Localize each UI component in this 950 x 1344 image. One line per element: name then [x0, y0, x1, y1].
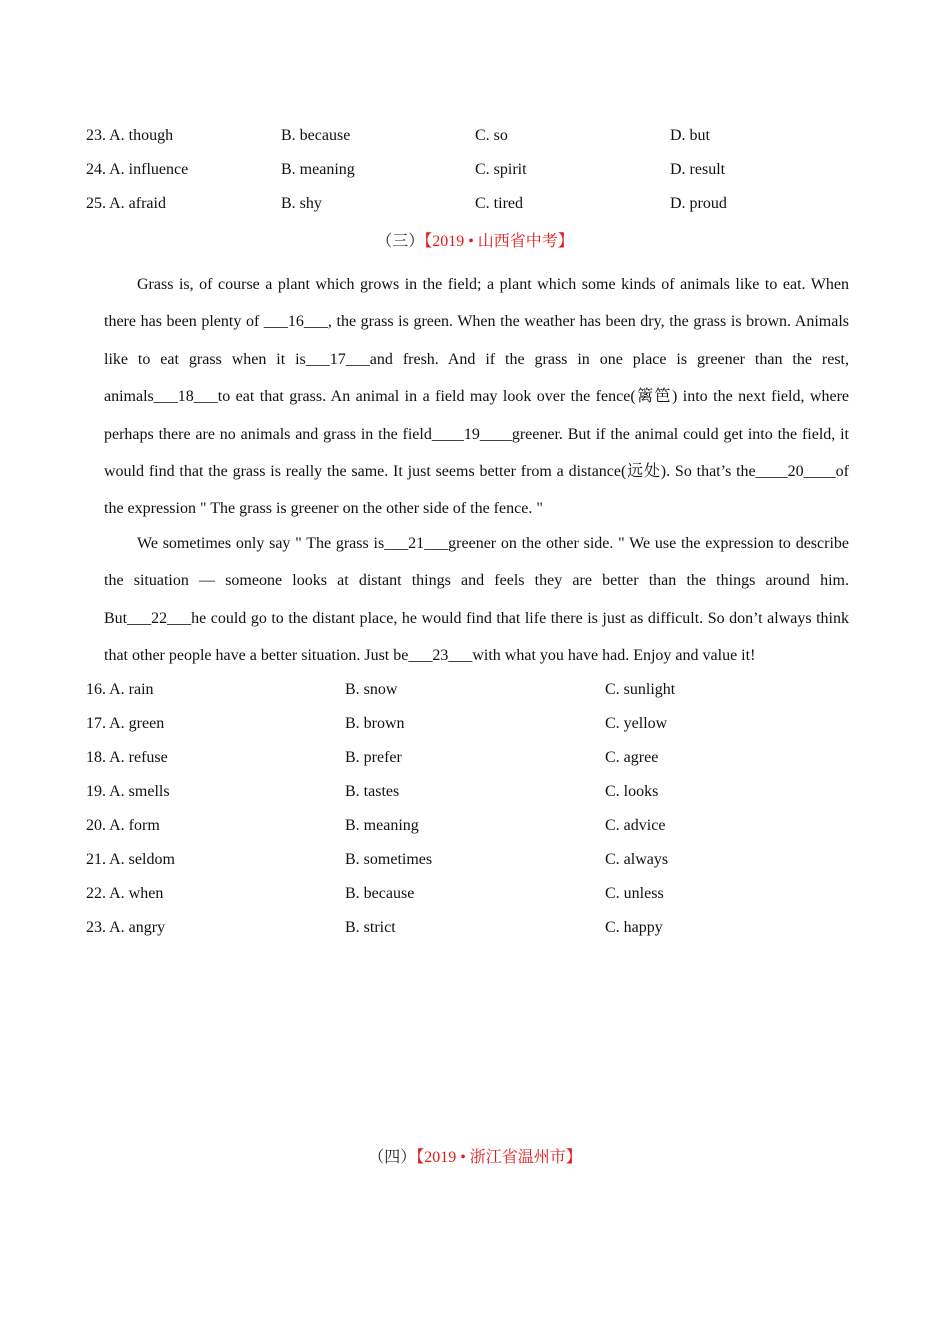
option-row	[0, 193, 950, 215]
option-b: B. strict	[345, 919, 396, 936]
option-c: C. tired	[475, 195, 523, 212]
option-a: 23. A. though	[86, 127, 174, 144]
option-d: D. proud	[670, 195, 727, 212]
option-a: 23. A. angry	[86, 919, 166, 936]
option-a: 21. A. seldom	[86, 851, 175, 868]
option-row	[0, 125, 950, 147]
option-b: B. prefer	[345, 749, 402, 766]
option-a: 24. A. influence	[86, 161, 189, 178]
option-a: 17. A. green	[86, 715, 165, 732]
option-c: C. unless	[605, 885, 664, 902]
option-c: C. looks	[605, 783, 659, 800]
option-c: C. advice	[605, 817, 666, 834]
section-number: （四）	[368, 1149, 417, 1166]
option-row	[0, 815, 950, 837]
option-a: 19. A. smells	[86, 783, 170, 800]
section-heading-4	[0, 1147, 950, 1169]
option-b: B. meaning	[345, 817, 419, 834]
passage-paragraph-1	[104, 266, 849, 528]
option-b: B. meaning	[281, 161, 355, 178]
option-row	[0, 917, 950, 939]
option-a: 18. A. refuse	[86, 749, 168, 766]
option-c: C. always	[605, 851, 669, 868]
section-heading-3	[0, 231, 950, 253]
option-row	[0, 159, 950, 181]
option-b: B. because	[345, 885, 415, 902]
section-number: （三）	[376, 233, 425, 250]
option-b: B. brown	[345, 715, 405, 732]
option-c: C. sunlight	[605, 681, 676, 698]
passage-text-2: We sometimes only say " The grass is___21___greener on the other side. " We use the expression to describe the situation — someone looks at distant things and feels they are better than the things around him. But___22___he could go to the distant place, he would find that life there is just as difficult. So don’t always think that other people have a better situation. Just be___23___with what you have had. Enjoy and value it!	[104, 535, 849, 665]
option-row	[0, 679, 950, 701]
option-a: 20. A. form	[86, 817, 160, 834]
option-b: B. shy	[281, 195, 322, 212]
option-row	[0, 781, 950, 803]
option-row	[0, 849, 950, 871]
option-row	[0, 883, 950, 905]
option-b: B. sometimes	[345, 851, 433, 868]
option-d: D. result	[670, 161, 726, 178]
section-source: 【2019 • 浙江省温州市】	[416, 1149, 582, 1166]
option-d: D. but	[670, 127, 710, 144]
option-a: 22. A. when	[86, 885, 164, 902]
option-b: B. tastes	[345, 783, 400, 800]
option-b: B. because	[281, 127, 351, 144]
option-c: C. yellow	[605, 715, 668, 732]
option-row	[0, 713, 950, 735]
option-b: B. snow	[345, 681, 398, 698]
option-c: C. spirit	[475, 161, 527, 178]
option-row	[0, 747, 950, 769]
passage-text-1: Grass is, of course a plant which grows in the field; a plant which some kinds of animals like to eat. When there has been plenty of ___16___, the grass is green. When the weather has been dry, the grass is brown. Animals like to eat grass when it is___17___and fresh. And if the grass in one place is greener than the rest, animals___18___to eat that grass. An animal in a field may look over the fence(篱笆) into the next field, where perhaps there are no animals and grass in the field____19____greener. But if the animal could get into the field, it would find that the grass is really the same. It just seems better from a distance(远处). So that’s the____20____of the expression " The grass is greener on the other side of the fence. "	[104, 276, 849, 518]
option-c: C. agree	[605, 749, 659, 766]
option-a: 25. A. afraid	[86, 195, 166, 212]
option-a: 16. A. rain	[86, 681, 154, 698]
option-c: C. so	[475, 127, 508, 144]
passage-paragraph-2	[104, 525, 849, 675]
option-c: C. happy	[605, 919, 663, 936]
section-source: 【2019 • 山西省中考】	[424, 233, 574, 250]
